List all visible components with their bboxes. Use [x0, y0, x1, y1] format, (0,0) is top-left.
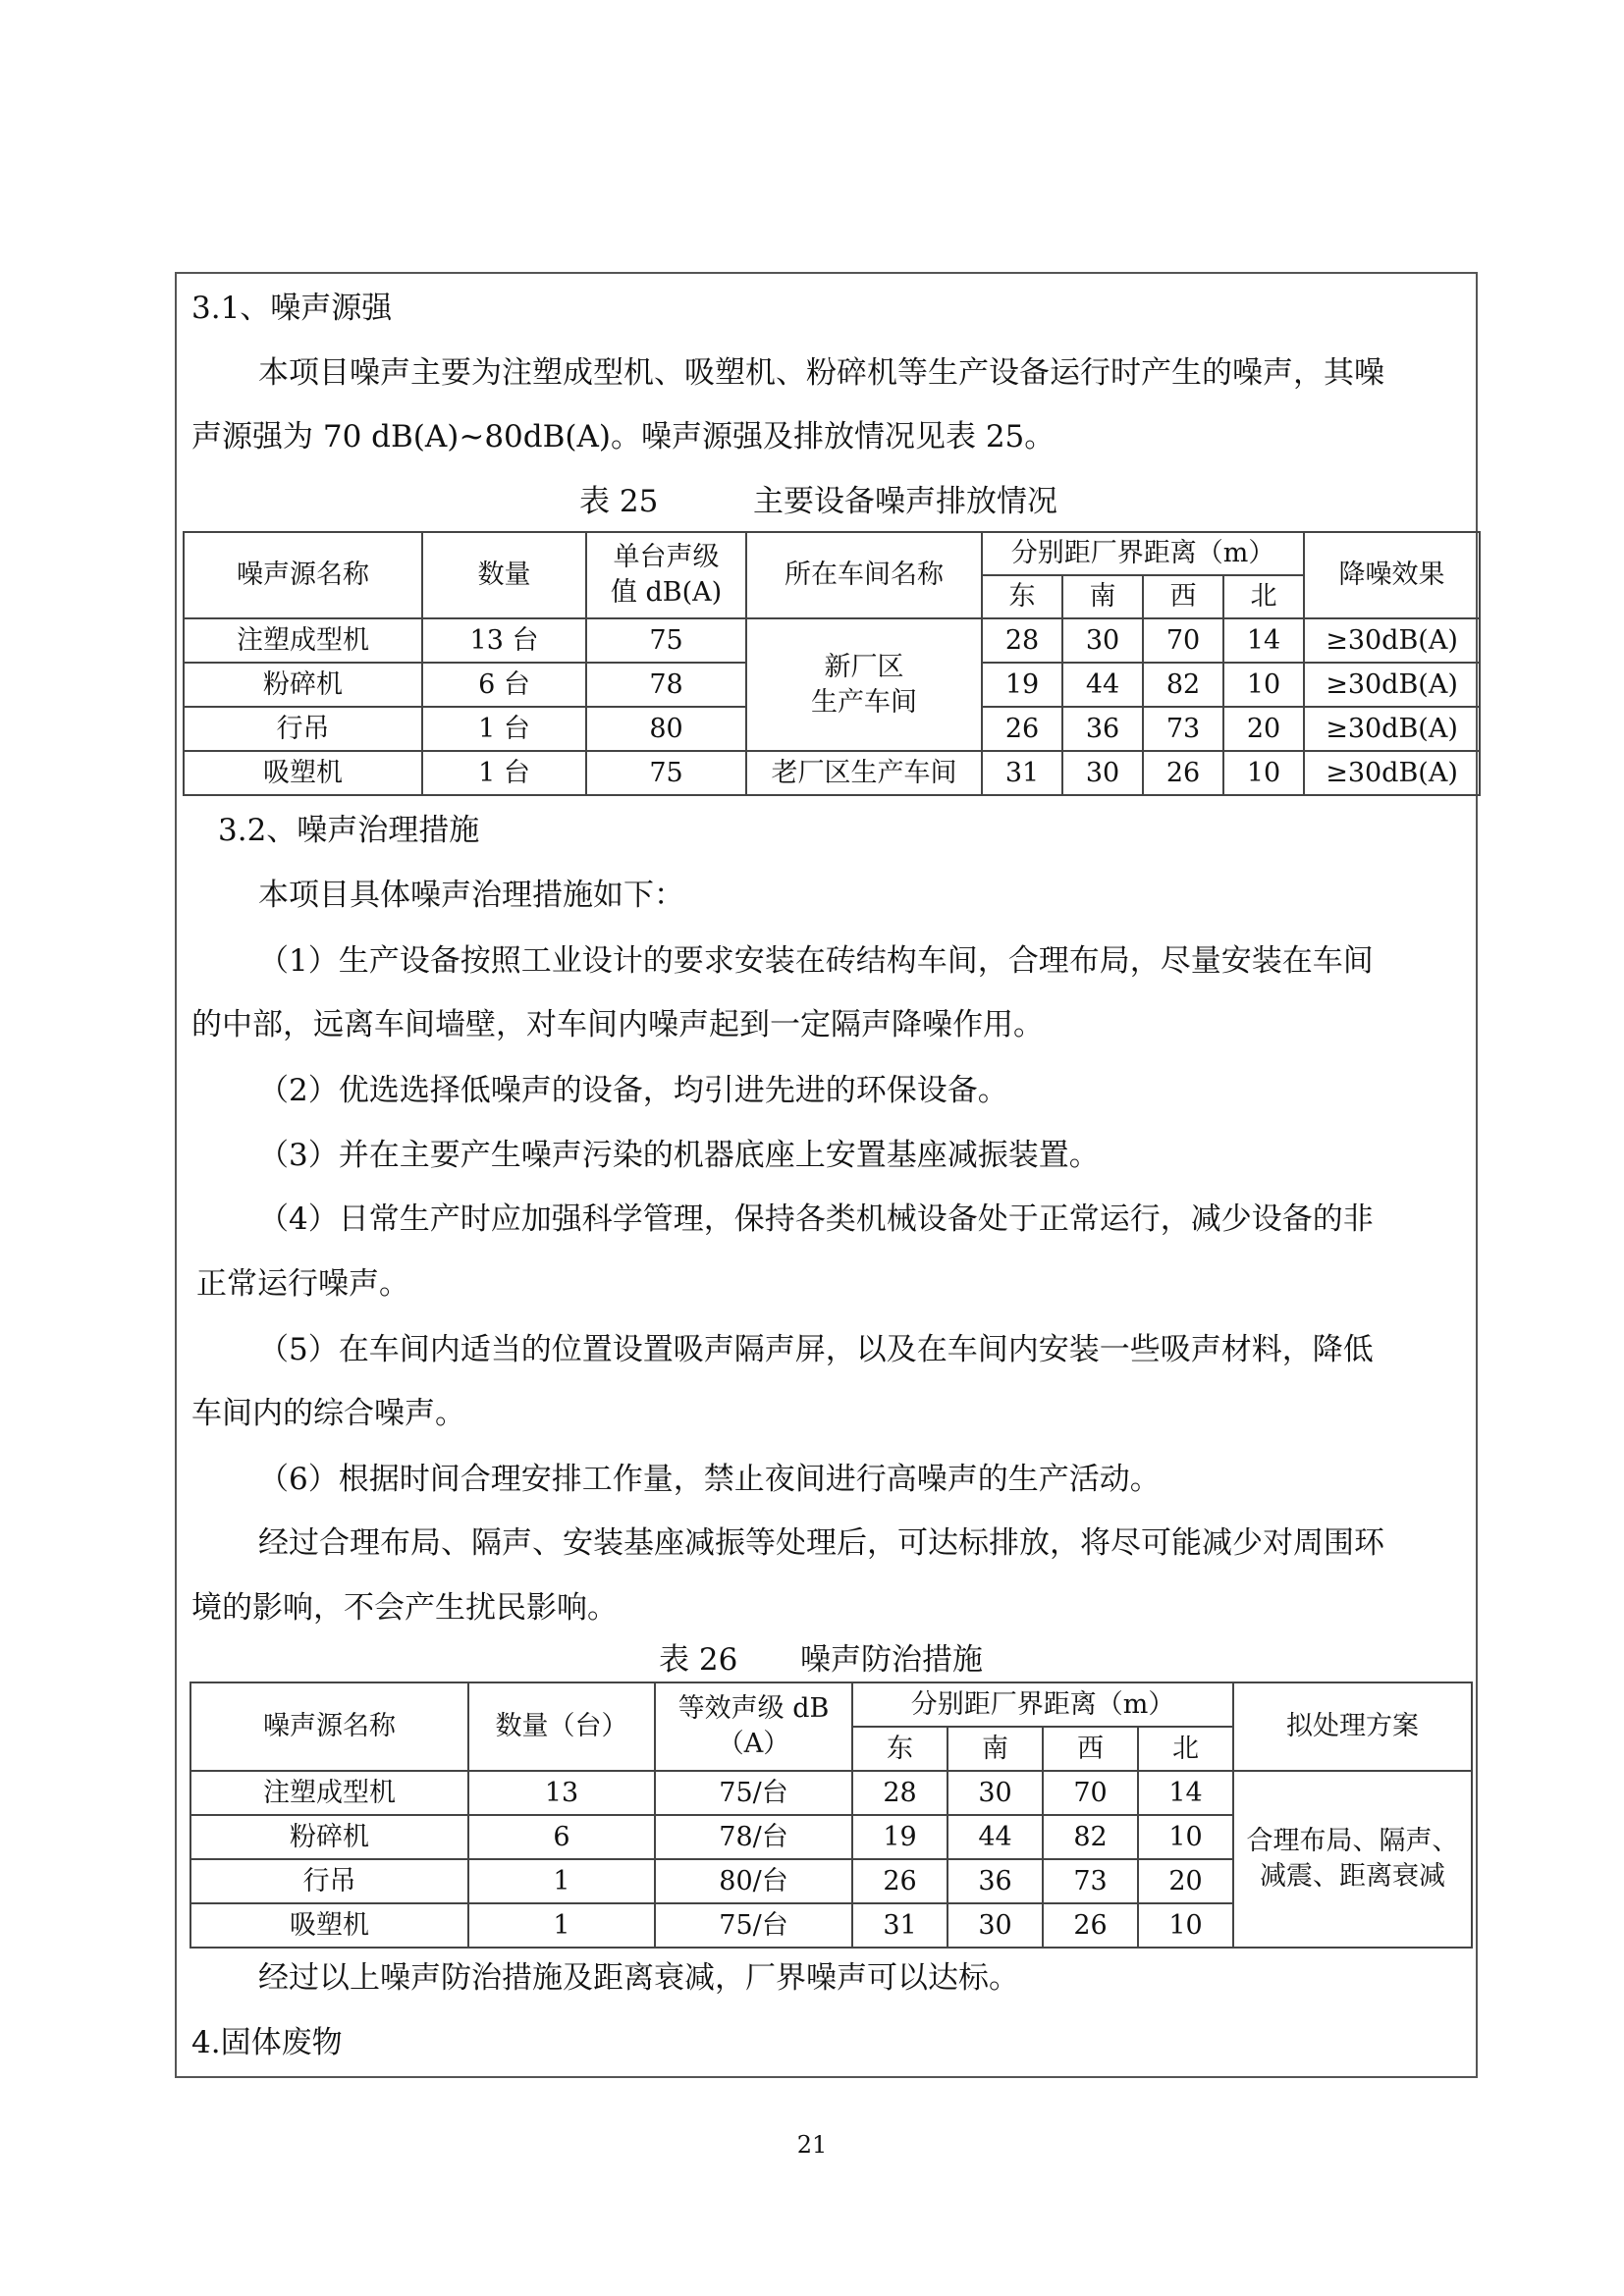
table26-cell-east: 31 — [852, 1903, 947, 1948]
table25-cell-name: 粉碎机 — [184, 663, 422, 707]
table25-header-level-line1: 单台声级 — [613, 542, 720, 572]
table25-cell-south: 30 — [1062, 751, 1143, 795]
section-3-2-intro: 本项目具体噪声治理措施如下： — [258, 878, 684, 913]
table25-cell-effect: ≥30dB(A) — [1304, 663, 1480, 707]
table26-caption-number: 表 26 — [659, 1642, 738, 1678]
table26-cell-north: 10 — [1138, 1815, 1233, 1859]
table25-header-row — [184, 532, 1480, 575]
table26-cell-west: 26 — [1043, 1903, 1138, 1948]
table26-header-level — [655, 1682, 852, 1771]
table26-header-distance: 分别距厂界距离（m） — [852, 1682, 1233, 1727]
table26-cell-north: 10 — [1138, 1903, 1233, 1948]
table25-cell-effect: ≥30dB(A) — [1304, 751, 1480, 795]
table26-header-level-line2: （A） — [717, 1729, 790, 1759]
table26 — [189, 1682, 1473, 1949]
table26-header-east: 东 — [852, 1727, 947, 1771]
table25-cell-east: 31 — [982, 751, 1062, 795]
table25-cell-effect: ≥30dB(A) — [1304, 618, 1480, 663]
measure-4-line2: 正常运行噪声。 — [196, 1266, 409, 1302]
table25-header-name: 噪声源名称 — [184, 532, 422, 618]
summary-line2: 境的影响，不会产生扰民影响。 — [191, 1590, 618, 1626]
table25-header-east: 东 — [982, 575, 1062, 618]
table26-cell-qty: 1 — [468, 1859, 655, 1903]
table-row — [184, 751, 1480, 795]
table25-cell-level: 78 — [586, 663, 746, 707]
measure-2: （2）优选选择低噪声的设备，均引进先进的环保设备。 — [258, 1073, 1008, 1108]
table25-cell-workshop: 老厂区生产车间 — [746, 751, 982, 795]
table26-plan-line1: 合理布局、隔声、 — [1246, 1826, 1459, 1856]
table26-cell-east: 28 — [852, 1771, 947, 1815]
table26-cell-qty: 1 — [468, 1903, 655, 1948]
measure-1-line1: （1）生产设备按照工业设计的要求安装在砖结构车间，合理布局，尽量安装在车间 — [258, 943, 1374, 979]
table25-cell-qty: 6 台 — [422, 663, 586, 707]
table25-cell-level: 75 — [586, 618, 746, 663]
measure-4-line1: （4）日常生产时应加强科学管理，保持各类机械设备处于正常运行，减少设备的非 — [258, 1201, 1374, 1237]
measure-3: （3）并在主要产生噪声污染的机器底座上安置基座减振装置。 — [258, 1138, 1100, 1173]
table25-header-effect: 降噪效果 — [1304, 532, 1480, 618]
section-3-1-heading: 3.1、噪声源强 — [191, 291, 393, 326]
table26-cell-qty: 6 — [468, 1815, 655, 1859]
table25-cell-north: 20 — [1223, 707, 1304, 751]
table26-header-north: 北 — [1138, 1727, 1233, 1771]
table25-cell-name: 注塑成型机 — [184, 618, 422, 663]
table25-cell-qty: 13 台 — [422, 618, 586, 663]
section-3-1-paragraph-line1: 本项目噪声主要为注塑成型机、吸塑机、粉碎机等生产设备运行时产生的噪声，其噪 — [258, 355, 1384, 391]
measure-5-line1: （5）在车间内适当的位置设置吸声隔声屏，以及在车间内安装一些吸声材料，降低 — [258, 1332, 1374, 1367]
measure-1-line2: 的中部，远离车间墙壁，对车间内噪声起到一定隔声降噪作用。 — [191, 1007, 1044, 1042]
table26-header-south: 南 — [947, 1727, 1043, 1771]
table25-cell-level: 75 — [586, 751, 746, 795]
table25 — [183, 531, 1481, 796]
table25-cell-south: 36 — [1062, 707, 1143, 751]
table25-header-level — [586, 532, 746, 618]
table25-header-south: 南 — [1062, 575, 1143, 618]
table-row — [184, 618, 1480, 663]
table26-cell-name: 粉碎机 — [190, 1815, 468, 1859]
table25-header-workshop: 所在车间名称 — [746, 532, 982, 618]
table26-plan-line2: 减震、距离衰减 — [1260, 1861, 1446, 1892]
table25-header-qty: 数量 — [422, 532, 586, 618]
table26-cell-west: 73 — [1043, 1859, 1138, 1903]
measure-5-line2: 车间内的综合噪声。 — [191, 1396, 465, 1431]
section-3-2-heading: 3.2、噪声治理措施 — [218, 813, 480, 848]
table26-cell-level: 75/台 — [655, 1903, 852, 1948]
page-number: 21 — [796, 2131, 828, 2159]
table-row — [190, 1771, 1472, 1815]
table25-header-level-line2: 值 dB(A) — [610, 577, 723, 608]
table25-cell-north: 10 — [1223, 751, 1304, 795]
table25-workshop-line1: 新厂区 — [824, 651, 904, 682]
table26-cell-south: 30 — [947, 1903, 1043, 1948]
table26-header-west: 西 — [1043, 1727, 1138, 1771]
table26-cell-north: 14 — [1138, 1771, 1233, 1815]
table25-cell-effect: ≥30dB(A) — [1304, 707, 1480, 751]
table25-cell-qty: 1 台 — [422, 751, 586, 795]
table25-cell-level: 80 — [586, 707, 746, 751]
table25-cell-west: 70 — [1143, 618, 1223, 663]
table25-cell-east: 26 — [982, 707, 1062, 751]
section-4-heading: 4.固体废物 — [191, 2025, 343, 2060]
table26-cell-name: 吸塑机 — [190, 1903, 468, 1948]
table25-cell-name: 吸塑机 — [184, 751, 422, 795]
table26-cell-south: 36 — [947, 1859, 1043, 1903]
table26-cell-level: 78/台 — [655, 1815, 852, 1859]
table26-cell-name: 行吊 — [190, 1859, 468, 1903]
table25-cell-south: 30 — [1062, 618, 1143, 663]
table25-cell-workshop-merged — [746, 618, 982, 751]
table26-cell-west: 82 — [1043, 1815, 1138, 1859]
table25-cell-west: 26 — [1143, 751, 1223, 795]
table25-caption-title: 主要设备噪声排放情况 — [753, 484, 1057, 519]
table25-cell-south: 44 — [1062, 663, 1143, 707]
section-3-1-paragraph-line2: 声源强为 70 dB(A)~80dB(A)。噪声源强及排放情况见表 25。 — [191, 419, 1056, 454]
table26-cell-north: 20 — [1138, 1859, 1233, 1903]
summary-line1: 经过合理布局、隔声、安装基座减振等处理后，可达标排放，将尽可能减少对周围环 — [258, 1525, 1384, 1561]
table26-header-level-line1: 等效声级 dB — [677, 1693, 830, 1724]
table26-cell-qty: 13 — [468, 1771, 655, 1815]
table25-cell-east: 28 — [982, 618, 1062, 663]
table26-cell-west: 70 — [1043, 1771, 1138, 1815]
table26-cell-plan-merged — [1233, 1771, 1472, 1948]
table26-header-name: 噪声源名称 — [190, 1682, 468, 1771]
table25-cell-west: 82 — [1143, 663, 1223, 707]
table25-header-distance: 分别距厂界距离（m） — [982, 532, 1304, 575]
table26-header-row — [190, 1682, 1472, 1727]
table26-cell-south: 30 — [947, 1771, 1043, 1815]
table26-cell-south: 44 — [947, 1815, 1043, 1859]
table26-cell-level: 80/台 — [655, 1859, 852, 1903]
table26-caption-title: 噪声防治措施 — [800, 1642, 983, 1678]
table25-header-west: 西 — [1143, 575, 1223, 618]
table25-caption-number: 表 25 — [579, 484, 659, 519]
table26-header-qty: 数量（台） — [468, 1682, 655, 1771]
table26-cell-east: 26 — [852, 1859, 947, 1903]
table25-cell-east: 19 — [982, 663, 1062, 707]
conclusion: 经过以上噪声防治措施及距离衰减，厂界噪声可以达标。 — [258, 1960, 1019, 1996]
table26-cell-name: 注塑成型机 — [190, 1771, 468, 1815]
table25-cell-north: 14 — [1223, 618, 1304, 663]
table25-cell-north: 10 — [1223, 663, 1304, 707]
measure-6: （6）根据时间合理安排工作量，禁止夜间进行高噪声的生产活动。 — [258, 1462, 1161, 1497]
table25-cell-qty: 1 台 — [422, 707, 586, 751]
table25-cell-name: 行吊 — [184, 707, 422, 751]
table25-header-north: 北 — [1223, 575, 1304, 618]
table26-cell-east: 19 — [852, 1815, 947, 1859]
table25-workshop-line2: 生产车间 — [811, 686, 917, 718]
table25-cell-west: 73 — [1143, 707, 1223, 751]
table26-header-plan: 拟处理方案 — [1233, 1682, 1472, 1771]
table26-cell-level: 75/台 — [655, 1771, 852, 1815]
